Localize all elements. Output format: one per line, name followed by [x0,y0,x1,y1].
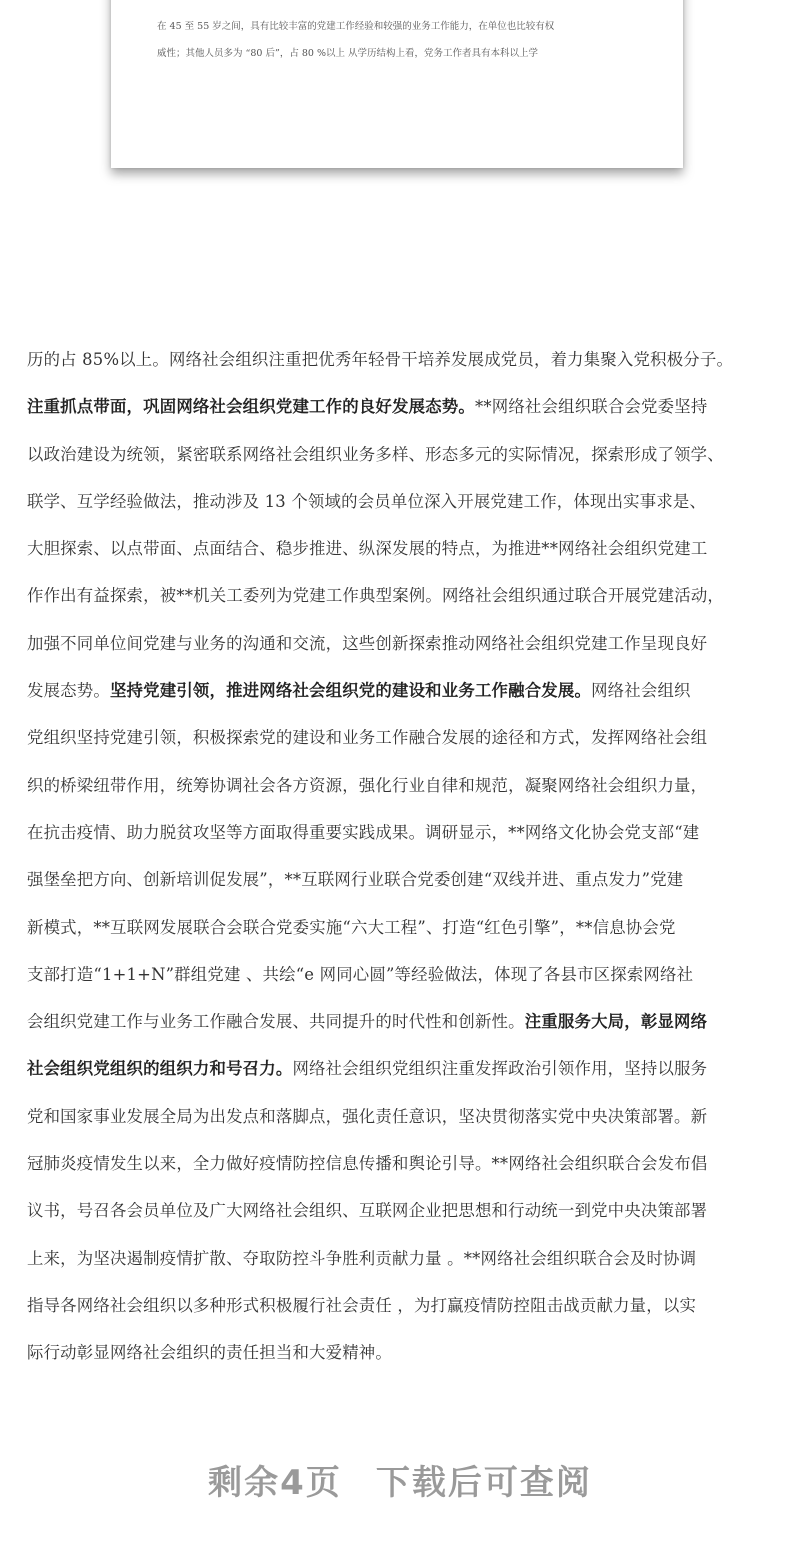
paragraph-line: 指导各网络社会组织以多种形式积极履行社会责任 ，为打赢疫情防控阻击战贡献力量，以实 [27,1295,697,1315]
paragraph-line: 党组织坚持党建引领，积极探索党的建设和业务工作融合发展的途径和方式，发挥网络社会组 [27,728,708,748]
section-heading: 注重抓点带面，巩固网络社会组织党建工作的良好发展态势。 [27,397,475,417]
paragraph-line: 强堡垒把方向、创新培训促发展”，**互联网行业联合党委创建“双线并进、重点发力”党建 [27,870,684,890]
paragraph-line: 新模式，**互联网发展联合会联合党委实施“六大工程”、打造“红色引擎”，**信息协会党 [27,917,676,937]
paragraph-line: 党和国家事业发展全局为出发点和落脚点，强化责任意识，坚决贯彻落实党中央决策部署。新 [27,1106,708,1126]
section-heading: 社会组织党组织的组织力和号召力。 [27,1059,293,1079]
line-text: 网络社会组织党组织注重发挥政治引领作用，坚持以服务 [292,1059,708,1079]
line-text: 会组织党建工作与业务工作融合发展、共同提升的时代性和创新性。 [27,1012,525,1032]
paragraph-line [27,1045,777,1092]
paragraph-line: 支部打造“1+1+N”群组党建 、共绘“e 网同心圆”等经验做法，体现了各县市区探索网络社 [27,964,694,984]
paragraph-line: 联学、互学经验做法，推动涉及 13 个领域的会员单位深入开展党建工作，体现出实事求是、 [27,491,707,511]
section-heading: 注重服务大局，彰显网络 [524,1012,708,1032]
preview-line: 在 45 至 55 岁之间，具有比较丰富的党建工作经验和较强的业务工作能力，在单位也比较有权 [157,21,555,32]
download-prompt-label: 下载后可查阅 [375,1463,592,1503]
paragraph-line: 冠肺炎疫情发生以来，全力做好疫情防控信息传播和舆论引导。**网络社会组织联合会发布倡 [27,1154,708,1174]
download-to-view-banner[interactable] [0,1455,800,1504]
paragraph-line: 历的占 85%以上。网络社会组织注重把优秀年轻骨干培养发展成党员，着力集聚入党积极分子。 [27,350,734,369]
paragraph-line: 加强不同单位间党建与业务的沟通和交流，这些创新探索推动网络社会组织党建工作呈现良好 [27,633,708,653]
paragraph-line: 以政治建设为统领，紧密联系网络社会组织业务多样、形态多元的实际情况，探索形成了领学、 [27,444,724,464]
paragraph-line: 在抗击疫情、助力脱贫攻坚等方面取得重要实践成果。调研显示，**网络文化协会党支部“建 [27,822,700,842]
paragraph-line [27,383,777,430]
preview-line: 威性；其他人员多为 “80 后”，占 80 %以上 从学历结构上看，党务工作者具有本科以上学 [157,48,539,59]
paragraph-line [27,667,777,714]
document-preview-page [111,0,683,168]
paragraph-line: 际行动彰显网络社会组织的责任担当和大爱精神。 [27,1343,392,1363]
article-body [27,336,777,1377]
paragraph-line: 大胆探索、以点带面、点面结合、稳步推进、纵深发展的特点，为推进**网络社会组织党建工 [27,539,708,559]
line-text: 发展态势。 [27,681,110,701]
remaining-pages-label: 剩余4页 [208,1463,342,1503]
paragraph-line: 议书，号召各会员单位及广大网络社会组织、互联网企业把思想和行动统一到党中央决策部署 [27,1201,708,1221]
paragraph-line [27,998,777,1045]
paragraph-line: 作作出有益探索，被**机关工委列为党建工作典型案例。网络社会组织通过联合开展党建活动， [27,586,725,606]
line-text: 网络社会组织 [591,681,691,701]
line-text: **网络社会组织联合会党委坚持 [474,397,708,417]
paragraph-line: 织的桥梁纽带作用，统筹协调社会各方资源，强化行业自律和规范，凝聚网络社会组织力量， [27,775,708,795]
paragraph-line: 上来，为坚决遏制疫情扩散、夺取防控斗争胜利贡献力量 。**网络社会组织联合会及时协调 [27,1248,697,1268]
section-heading: 坚持党建引领，推进网络社会组织党的建设和业务工作融合发展。 [109,681,592,701]
